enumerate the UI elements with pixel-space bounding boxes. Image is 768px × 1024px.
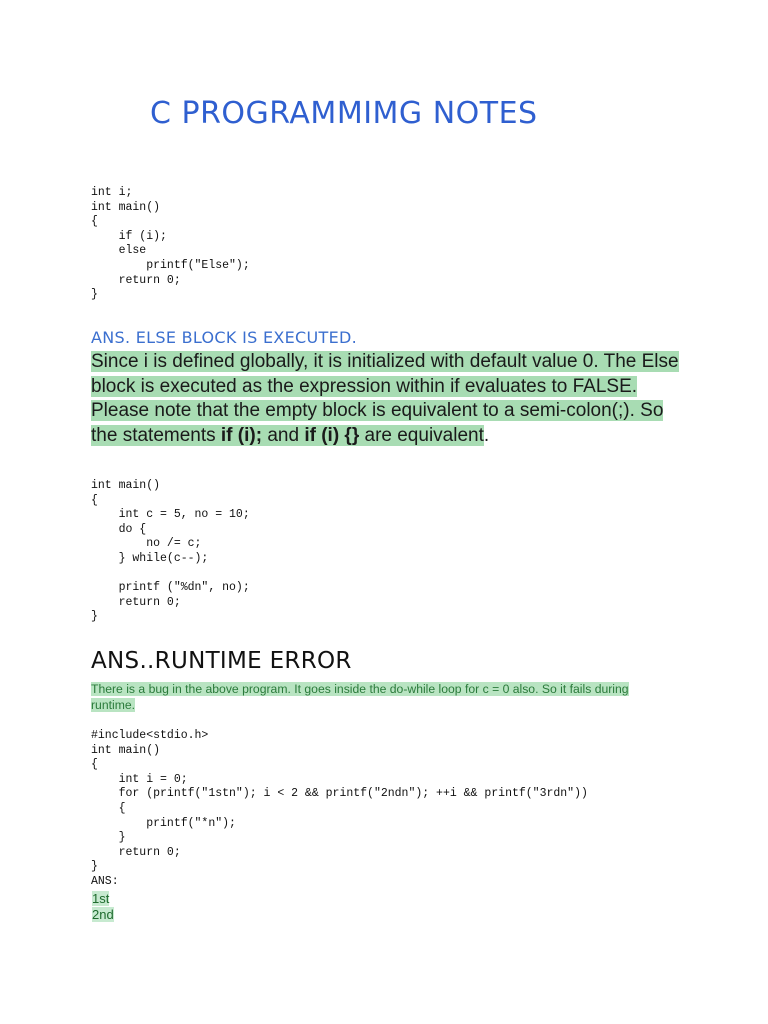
page-title: C PROGRAMMIMG NOTES xyxy=(150,96,538,131)
explanation-2 xyxy=(91,681,671,713)
output-line-2-text: 2nd xyxy=(92,907,114,922)
output-line-1-text: 1st xyxy=(92,891,110,906)
code-block-3: #include<stdio.h> int main() { int i = 0; for (printf("1stn"); i < 2 && printf("2ndn"); ++i && printf("3rdn")) { printf("*n"); } return 0; } xyxy=(91,729,588,874)
explanation-1-text: Since i is defined globally, it is initialized with default value 0. The Else block is executed as the expression within if evaluates to FALSE. Please note that the empty block is equivalent to a semi-colon(;). So the statements xyxy=(91,351,679,446)
code-block-2: int main() { int c = 5, no = 10; do { no /= c; } while(c--); printf ("%dn", no); return 0; } xyxy=(91,479,250,624)
answer-heading-2: ANS..RUNTIME ERROR xyxy=(91,648,352,674)
explanation-2-text: There is a bug in the above program. It goes inside the do-while loop for c = 0 also. So it fails during runtime. xyxy=(91,682,629,712)
explanation-1-bold-2: if (i) {} xyxy=(304,424,360,446)
answer-label-3: ANS: xyxy=(91,875,119,888)
output-line-2 xyxy=(91,907,115,922)
explanation-1 xyxy=(91,350,681,448)
explanation-1-bold-1: if (i); xyxy=(220,424,263,446)
code-block-1: int i; int main() { if (i); else printf("Else"); return 0; } xyxy=(91,186,250,302)
explanation-1-period: . xyxy=(483,424,490,446)
explanation-1-text-3: are equivalent xyxy=(359,424,484,446)
answer-heading-1: ANS. ELSE BLOCK IS EXECUTED. xyxy=(91,328,357,347)
explanation-1-text-2: and xyxy=(262,424,305,446)
output-line-1 xyxy=(91,891,110,906)
